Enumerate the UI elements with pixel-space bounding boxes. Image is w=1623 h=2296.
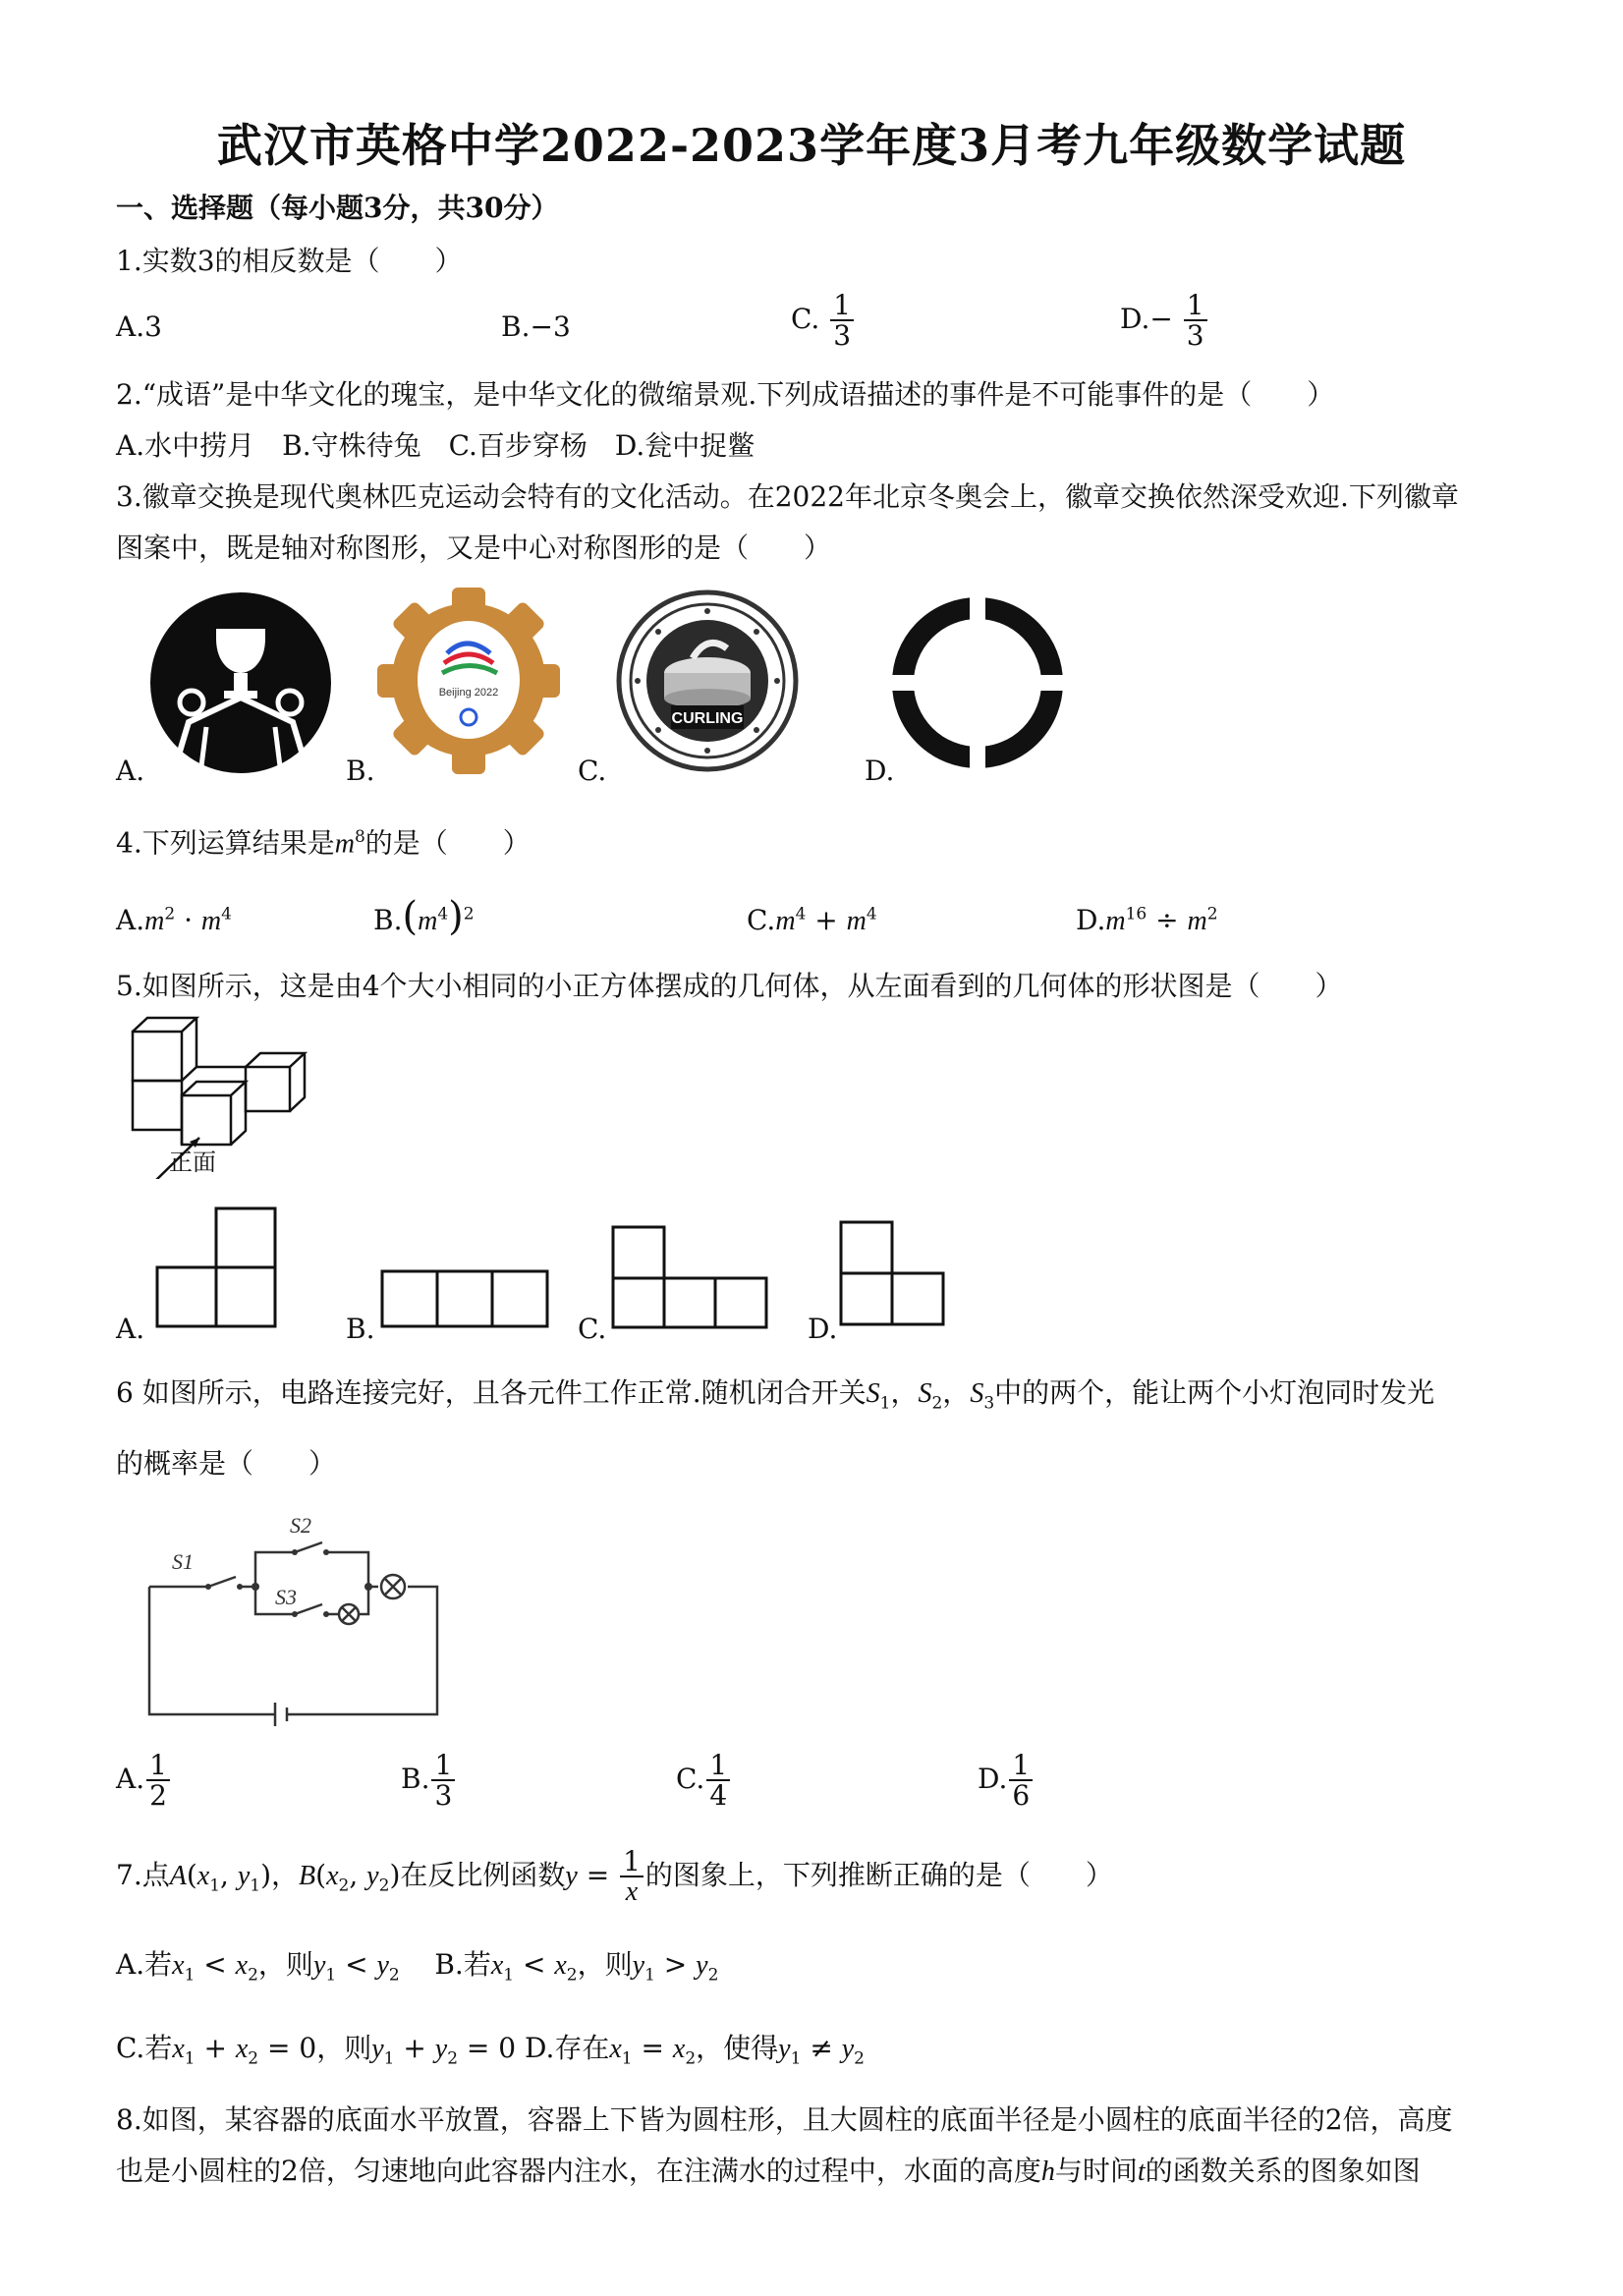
- q5-front-label: 正面: [169, 1148, 216, 1176]
- q4-option-d: $D.m^{16} \div m^2$: [1076, 904, 1218, 936]
- q3-badge-d-image: [889, 594, 1066, 771]
- page-title: 武汉市英格中学2022-2023学年度3月考九年级数学试题: [216, 119, 1407, 172]
- q1-option-d: [1120, 291, 1209, 351]
- q1-option-c: [791, 291, 856, 351]
- q6-option-a: A. $\frac{1}{2}$: [116, 1751, 172, 1811]
- q6-circuit-diagram: [138, 1508, 452, 1729]
- q1-stem: 1.实数3的相反数是（ ）: [116, 245, 463, 277]
- q6-stem-line2: 的概率是（ ）: [116, 1447, 337, 1480]
- q5-stem: 5.如图所示，这是由4个大小相同的小正方体摆成的几何体，从左面看到的几何体的形状图是（ ）: [116, 970, 1343, 1002]
- q5-option-b-figure: [378, 1267, 555, 1331]
- q5-option-a-figure: [152, 1204, 285, 1331]
- q8-line1: 8.如图，某容器的底面水平放置，容器上下皆为圆柱形，且大圆柱的底面半径是小圆柱的底面半径的2倍，高度: [116, 2103, 1453, 2136]
- q3-option-a: A.: [116, 755, 145, 787]
- q7-stem: 7.点$A(x_1$, $y_1$)，$B(x_2$, $y_2$)在反比例函数y = $\frac{1}{x}$ 的图象上，下列推断正确的是（ ）: [116, 1845, 1113, 1908]
- q3-option-c: C.: [578, 755, 607, 787]
- q1-d-fraction: $\frac{1}{3}$: [1184, 291, 1207, 351]
- q1-d-label: D.−: [1120, 302, 1173, 335]
- q4-stem-pre: 4.下列运算结果是: [116, 826, 335, 860]
- q7-options-ab: A.若$x_1 < x_2$，则$y_1 < y_2$ B.若$x_1 < x_2$，则$y_1 > y_2$: [116, 1948, 719, 1986]
- q5-option-d-figure: [837, 1218, 950, 1331]
- q4-option-c: $C.m^4 + m^4$: [747, 904, 877, 936]
- q6-option-b: B. $\frac{1}{3}$: [401, 1751, 457, 1811]
- q6-s3-label: S3: [275, 1585, 297, 1609]
- q3-stem-line2: 图案中，既是轴对称图形，又是中心对称图形的是（ ）: [116, 532, 832, 564]
- q3-option-d: D.: [865, 755, 895, 787]
- q3-stem-line1: 3.徽章交换是现代奥林匹克运动会特有的文化活动。在2022年北京冬奥会上，徽章交换依然深受欢迎.下列徽章: [116, 480, 1459, 513]
- q6-s2-label: S2: [290, 1513, 311, 1538]
- q6-stem-post: 中的两个，能让两个小灯泡同时发光: [994, 1376, 1435, 1409]
- q6-stem-pre: 6 如图所示，电路连接完好，且各元件工作正常.随机闭合开关: [116, 1376, 867, 1409]
- q2-stem: 2.“成语”是中华文化的瑰宝，是中华文化的微缩景观.下列成语描述的事件是不可能事件的是（ ）: [116, 378, 1335, 411]
- q4-stem-post: 的是（ ）: [364, 826, 531, 860]
- q5-option-c: C.: [578, 1313, 607, 1345]
- q5-option-b: B.: [346, 1313, 375, 1345]
- q1-c-label: C.: [791, 302, 820, 335]
- q6-stem-line1: 6 如图所示，电路连接完好，且各元件工作正常.随机闭合开关$S_1$，$S_2$，$S_3$中的两个，能让两个小灯泡同时发光: [116, 1376, 1435, 1414]
- q8-line2: 也是小圆柱的2倍，匀速地向此容器内注水，在注满水的过程中，水面的高度h与时间t的函数关系的图象如图: [116, 2155, 1421, 2187]
- section-heading: 一、选择题（每小题3分，共30分）: [116, 192, 559, 224]
- q3-badge-c-image: [614, 589, 801, 776]
- q6-s1-label: S1: [172, 1549, 194, 1574]
- q3-badge-c-text: CURLING: [671, 710, 744, 727]
- q6-option-c: C. $\frac{1}{4}$: [676, 1751, 732, 1811]
- q2-options: A.水中捞月 B.守株待兔 C.百步穿杨 D.瓮中捉鳖: [116, 429, 756, 462]
- q4-stem: 4.下列运算结果是$m^8$的是（ ）: [116, 826, 531, 860]
- q1-option-a: A.3: [116, 310, 162, 343]
- q3-badge-b-text: Beijing 2022: [438, 687, 499, 699]
- q1-option-b: B.−3: [501, 310, 571, 343]
- q5-option-d: D.: [808, 1313, 838, 1345]
- q3-badge-b-image: [373, 580, 565, 781]
- q7-options-cd: C.若$x_1 + x_2 = 0$，则$y_1 + y_2 = 0$ D.存在$x_1 = x_2$，使得$y_1 \ne y_2$: [116, 2032, 865, 2069]
- q4-option-a: $A.m^2 \cdot m^4$: [116, 904, 232, 936]
- q1-c-fraction: $\frac{1}{3}$: [830, 291, 854, 351]
- q5-option-c-figure: [609, 1223, 771, 1331]
- q3-badge-a-image: [147, 589, 344, 786]
- q4-option-b: $B.(m^4)^2$: [373, 894, 475, 939]
- q5-cube-figure: [123, 1012, 339, 1179]
- q5-option-a: A.: [116, 1313, 145, 1345]
- q3-option-b: B.: [346, 755, 375, 787]
- q6-option-d: D. $\frac{1}{6}$: [978, 1751, 1035, 1811]
